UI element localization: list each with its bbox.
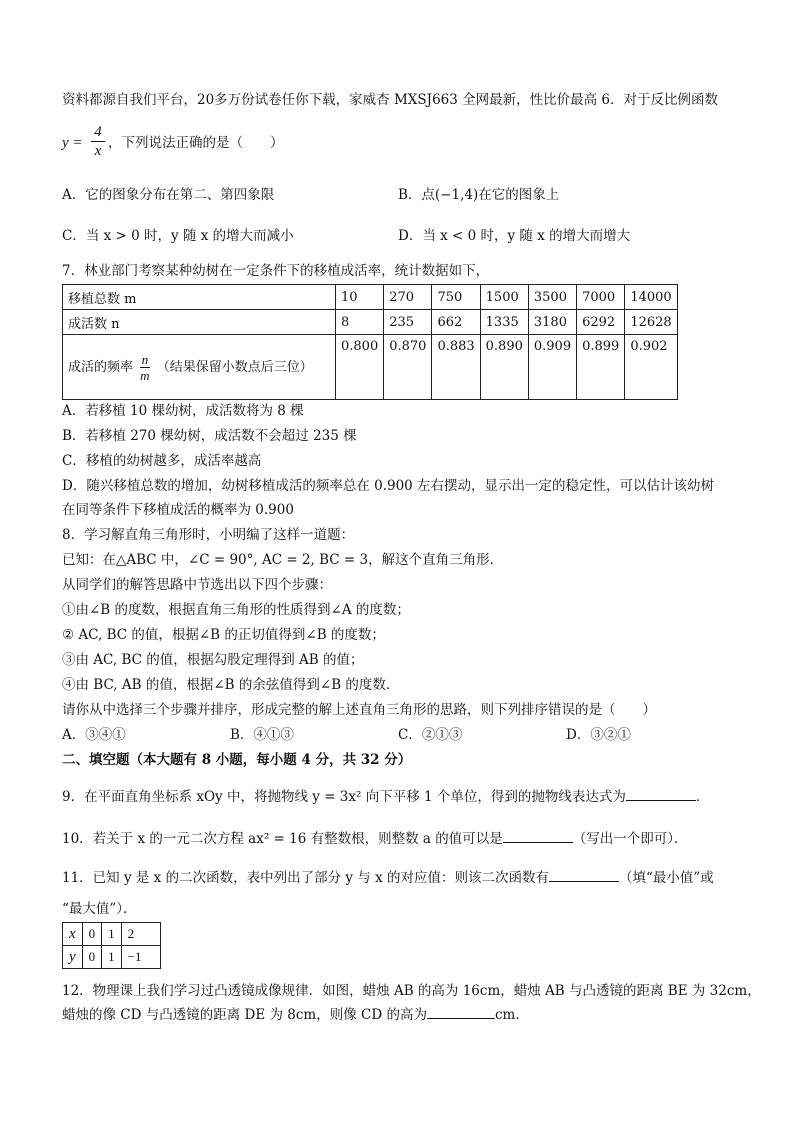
q8-option-c: C．②①③ <box>398 727 463 743</box>
table-row <box>63 335 678 400</box>
q9-answer-blank[interactable] <box>626 786 696 801</box>
table-cell: −1 <box>121 946 160 969</box>
q6-frac-num: 4 <box>94 124 102 140</box>
table-cell: 8 <box>336 310 384 335</box>
q9-text: 9．在平面直角坐标系 xOy 中，将抛物线 y = 3x² 向下平移 1 个单位，得到的抛物线表达式为 <box>62 789 626 805</box>
table-cell: 750 <box>432 285 480 310</box>
q11-text: 11．已知 y 是 x 的二次函数，表中列出了部分 y 与 x 的对应值：则该二次函数有 <box>62 870 549 886</box>
q7-row3-label-a: 成活的频率 <box>68 359 134 375</box>
q12-line1: 12．物理课上我们学习过凸透镜成像规律．如图，蜡烛 AB 的高为 16cm，蜡烛 AB 与凸透镜的距离 BE 为 32cm， <box>62 983 761 999</box>
table-cell: 0.899 <box>577 335 625 400</box>
q10-end: （写出一个即可）． <box>572 831 688 847</box>
q12-line2 <box>62 1004 529 1024</box>
q6-option-d: D．当 x < 0 时，y 随 x 的增大而增大 <box>398 228 631 244</box>
table-cell: 235 <box>384 310 432 335</box>
table-row <box>63 923 161 946</box>
q7-option-b: B．若移植 270 棵幼树，成活数不会超过 235 棵 <box>62 428 357 444</box>
q7-option-a: A．若移植 10 棵幼树，成活数将为 8 棵 <box>62 403 304 419</box>
q7-option-d-line1: D．随兴移植总数的增加，幼树移植成活的频率总在 0.900 左右摆动，显示出一定的稳定性，可以估计该幼树 <box>62 478 715 494</box>
q11-answer-blank[interactable] <box>549 867 619 882</box>
q6-option-b: B．点(−1,4)在它的图象上 <box>398 187 560 203</box>
table-cell: 0.890 <box>480 335 528 400</box>
q11-line <box>62 867 714 887</box>
q8-option-d: D．③②① <box>566 727 631 743</box>
q6-option-a: A．它的图象分布在第二、第四象限 <box>62 187 275 203</box>
q7-fraction <box>140 352 149 383</box>
table-cell: y <box>63 946 83 969</box>
table-cell: 6292 <box>577 310 625 335</box>
q6-fraction <box>91 124 105 159</box>
q7-stem: 7．林业部门考察某种幼树在一定条件下的移植成活率，统计数据如下， <box>62 263 490 279</box>
q6-frac-den: x <box>94 143 102 159</box>
q7-row3-label-b: （结果保留小数点后三位） <box>156 359 313 375</box>
q7-table <box>62 284 678 400</box>
table-cell: 0.883 <box>432 335 480 400</box>
q6-option-c: C．当 x > 0 时，y 随 x 的增大而减小 <box>62 228 294 244</box>
q10-line <box>62 828 687 848</box>
table-cell: 12628 <box>625 310 677 335</box>
q7-frac-num: n <box>141 351 149 367</box>
q11-hint-cont: “最大值”）． <box>62 901 137 917</box>
q8-option-b: B．④①③ <box>230 727 294 743</box>
table-cell: 3180 <box>528 310 576 335</box>
q6-func-y: y = <box>62 135 83 151</box>
q8-step-4: ④由 BC, AB 的值，根据∠B 的余弦值得到∠B 的度数． <box>62 677 400 693</box>
table-row <box>63 946 161 969</box>
table-cell: 662 <box>432 310 480 335</box>
q6-stem-tail: ，下列说法正确的是（ ） <box>108 135 284 151</box>
table-cell: 3500 <box>528 285 576 310</box>
table-row <box>63 285 678 310</box>
table-cell: 成活数 n <box>63 310 336 335</box>
q8-from: 从同学们的解答思路中节选出以下四个步骤： <box>62 577 332 593</box>
q7-option-d-line2: 在同等条件下移植成活的概率为 0.900 <box>62 502 294 518</box>
q8-step-2: ② AC, BC 的值，根据∠B 的正切值得到∠B 的度数； <box>62 627 385 643</box>
table-cell: 1500 <box>480 285 528 310</box>
q12-text: 蜡烛的像 CD 与凸透镜的距离 DE 为 8cm，则像 CD 的高为 <box>62 1007 427 1023</box>
q8-step-3: ③由 AC, BC 的值，根据勾股定理得到 AB 的值； <box>62 652 364 668</box>
table-cell: 移植总数 m <box>63 285 336 310</box>
table-cell: 0.909 <box>528 335 576 400</box>
table-row <box>63 310 678 335</box>
q9-end: ． <box>695 789 710 805</box>
table-cell: 1335 <box>480 310 528 335</box>
q12-unit: cm． <box>494 1007 529 1023</box>
q10-text: 10．若关于 x 的一元二次方程 ax² = 16 有整数根，则整数 a 的值可以是 <box>62 831 503 847</box>
table-cell: 0 <box>82 946 102 969</box>
table-cell: 7000 <box>577 285 625 310</box>
q9-line <box>62 786 709 806</box>
q10-answer-blank[interactable] <box>503 828 573 843</box>
q7-frac-den: m <box>140 367 150 383</box>
q8-given: 已知：在△ABC 中，∠C = 90°, AC = 2, BC = 3，解这个直角三角形． <box>62 552 504 568</box>
q6-intro: 资料都源自我们平台，20多万份试卷任你下载，家威杏 MXSJ663 全网最新，性比价最高 6．对于反比例函数 <box>62 92 719 108</box>
table-cell: x <box>63 923 83 946</box>
q8-stem: 8．学习解直角三角形时，小明编了这样一道题： <box>62 527 355 543</box>
q8-option-a: A．③④① <box>62 727 126 743</box>
q7-option-c: C．移植的幼树越多，成活率越高 <box>62 453 262 469</box>
table-cell: 14000 <box>625 285 677 310</box>
fraction-bar <box>91 141 105 142</box>
table-cell: 10 <box>336 285 384 310</box>
q12-answer-blank[interactable] <box>427 1004 495 1019</box>
table-cell: 270 <box>384 285 432 310</box>
table-cell: 1 <box>102 946 122 969</box>
table-cell: 0.800 <box>336 335 384 400</box>
q8-step-1: ①由∠B 的度数，根据直角三角形的性质得到∠A 的度数； <box>62 602 410 618</box>
table-cell: 1 <box>102 923 122 946</box>
q11-hint: （填“最小值”或 <box>619 870 714 886</box>
table-cell <box>63 335 336 400</box>
q8-ask: 请你从中选择三个步骤并排序，形成完整的解上述直角三角形的思路，则下列排序错误的是（ ） <box>62 702 656 718</box>
table-cell: 0 <box>82 923 102 946</box>
section-heading: 二、填空题（本大题有 8 小题，每小题 4 分，共 32 分） <box>62 752 412 768</box>
table-cell: 0.870 <box>384 335 432 400</box>
table-cell: 2 <box>121 923 160 946</box>
table-cell: 0.902 <box>625 335 677 400</box>
q11-table <box>62 922 161 969</box>
